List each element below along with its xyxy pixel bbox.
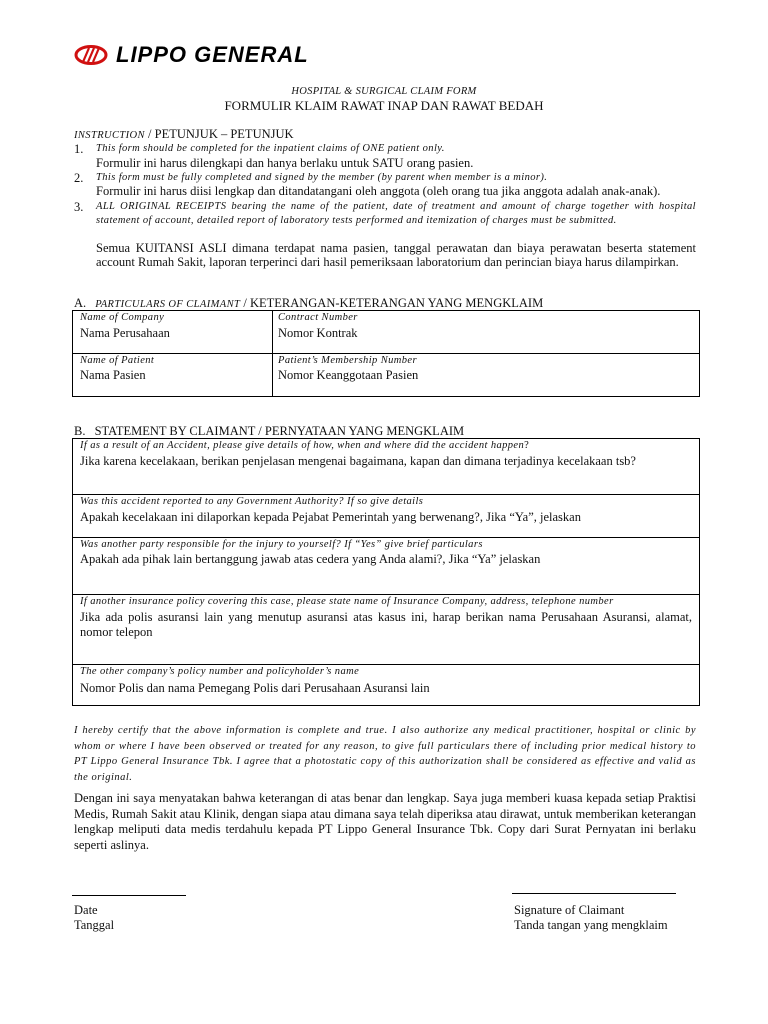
form-title-en: HOSPITAL & SURGICAL CLAIM FORM (291, 86, 477, 97)
instruction-id: Formulir ini harus diisi lengkap dan ditandatangani oleh anggota (oleh orang tua jika anggota adalah anak-anak). (96, 184, 661, 198)
section-a-letter: A. (74, 296, 87, 310)
patient-name-label: Name of Patient (80, 355, 155, 366)
accident-details-field[interactable]: Jika karena kecelakaan, berikan penjelasan mengenai bagaimana, kapan dan dimana terjadinya kecelakaan tsb? (80, 454, 636, 468)
other-insurance-field[interactable]: Jika ada polis asuransi lain yang menutup asuransi atas kasus ini, harap berikan nama Perusahaan Asuransi, alamat, nomor telepon (80, 610, 692, 639)
section-a-title-id: / KETERANGAN-KETERANGAN YANG MENGKLAIM (240, 296, 544, 310)
contract-number-field[interactable]: Nomor Kontrak (278, 326, 358, 340)
signature-label-en: Signature of Claimant (514, 903, 625, 917)
date-line[interactable] (72, 895, 186, 896)
table-divider (72, 353, 700, 354)
declaration-id: Dengan ini saya menyatakan bahwa keterangan di atas benar dan lengkap. Saya juga memberi kuasa kepada setiap Praktisi Medis, Rumah Sakit atau Klinik, dengan siapa atau dimana saya telah diperiksa atau dirawat, untuk memberikan keterangan lengkap meliputi data medis terdahulu kepada PT Lippo General Insurance Tbk. Copy dari Surat Pernyatan ini berlaku seperti aslinya. (74, 791, 696, 852)
date-label-id: Tanggal (74, 918, 115, 932)
lippo-logo-icon (74, 45, 108, 65)
instruction-number: 1. (74, 142, 84, 156)
instruction-id: Formulir ini harus dilengkapi dan hanya berlaku untuk SATU orang pasien. (96, 156, 474, 170)
date-label-en: Date (74, 903, 98, 917)
instruction-number: 3. (74, 200, 84, 214)
instruction-heading (74, 127, 294, 142)
other-insurance-question: If another insurance policy covering this case, please state name of Insurance Company, address, telephone number (80, 596, 614, 607)
instruction-id: Semua KUITANSI ASLI dimana terdapat nama pasien, tanggal perawatan dan biaya perawatan beserta statement account Rumah Sakit, laporan terperinci dari hasil pemeriksaan laboratorium dan perincian biaya harus dilampirkan. (96, 241, 696, 269)
third-party-field[interactable]: Apakah ada pihak lain bertanggung jawab atas cedera yang Anda alami?, Jika “Ya” jelaskan (80, 552, 541, 566)
declaration-en: I hereby certify that the above information is complete and true. I also authorize any medical practitioner, hospital or clinic by whom or where I have been observed or treated for any reason, to give full particulars there of including prior medical history to PT Lippo General Insurance Tbk. I agree that a photostatic copy of this authorization shall be considered as effective and valid as the original. (74, 725, 696, 783)
other-policy-field[interactable]: Nomor Polis dan nama Pemegang Polis dari Perusahaan Asuransi lain (80, 681, 430, 695)
section-b-letter: B. (74, 424, 86, 438)
logo-text: LIPPO GENERAL (116, 42, 309, 67)
company-name-field[interactable]: Nama Perusahaan (80, 326, 170, 340)
signature-label-id: Tanda tangan yang mengklaim (514, 918, 668, 932)
section-a-title-en: PARTICULARS OF CLAIMANT (95, 299, 241, 310)
contract-number-label: Contract Number (278, 312, 358, 323)
instruction-number: 2. (74, 171, 84, 185)
other-policy-question: The other company’s policy number and policyholder’s name (80, 666, 360, 677)
section-b-heading (74, 424, 464, 439)
government-report-field[interactable]: Apakah kecelakaan ini dilaporkan kepada Pejabat Pemerintah yang berwenang?, Jika “Ya”, jelaskan (80, 510, 581, 524)
patient-name-field[interactable]: Nama Pasien (80, 368, 146, 382)
instruction-en: ALL ORIGINAL RECEIPTS bearing the name of the patient, date of treatment and amount of charge together with hospital statement of account, detailed report of laboratory tests performed and itemization of charges must be submitted. (96, 201, 696, 226)
instruction-heading-id: / PETUNJUK – PETUNJUK (144, 127, 294, 141)
membership-number-label: Patient’s Membership Number (278, 355, 417, 366)
third-party-question: Was another party responsible for the injury to yourself? If “Yes” give brief particulars (80, 539, 483, 550)
table-divider (72, 537, 700, 538)
form-title-id: FORMULIR KLAIM RAWAT INAP DAN RAWAT BEDAH (224, 98, 544, 113)
table-divider (272, 310, 273, 397)
accident-details-question: If as a result of an Accident, please give details of how, when and where did the accident happen? (80, 440, 530, 451)
section-a-heading (74, 296, 543, 311)
instruction-en: This form must be fully completed and signed by the member (by parent when member is a minor). (96, 172, 548, 183)
instruction-en: This form should be completed for the inpatient claims of ONE patient only. (96, 143, 445, 154)
table-divider (72, 594, 700, 595)
section-b-title: STATEMENT BY CLAIMANT / PERNYATAAN YANG MENGKLAIM (94, 424, 465, 438)
government-report-question: Was this accident reported to any Government Authority? If so give details (80, 496, 424, 507)
instruction-heading-en: INSTRUCTION (74, 130, 145, 141)
table-divider (72, 494, 700, 495)
company-logo (74, 42, 309, 68)
table-divider (72, 664, 700, 665)
membership-number-field[interactable]: Nomor Keanggotaan Pasien (278, 368, 419, 382)
company-name-label: Name of Company (80, 312, 165, 323)
signature-line[interactable] (512, 893, 676, 894)
